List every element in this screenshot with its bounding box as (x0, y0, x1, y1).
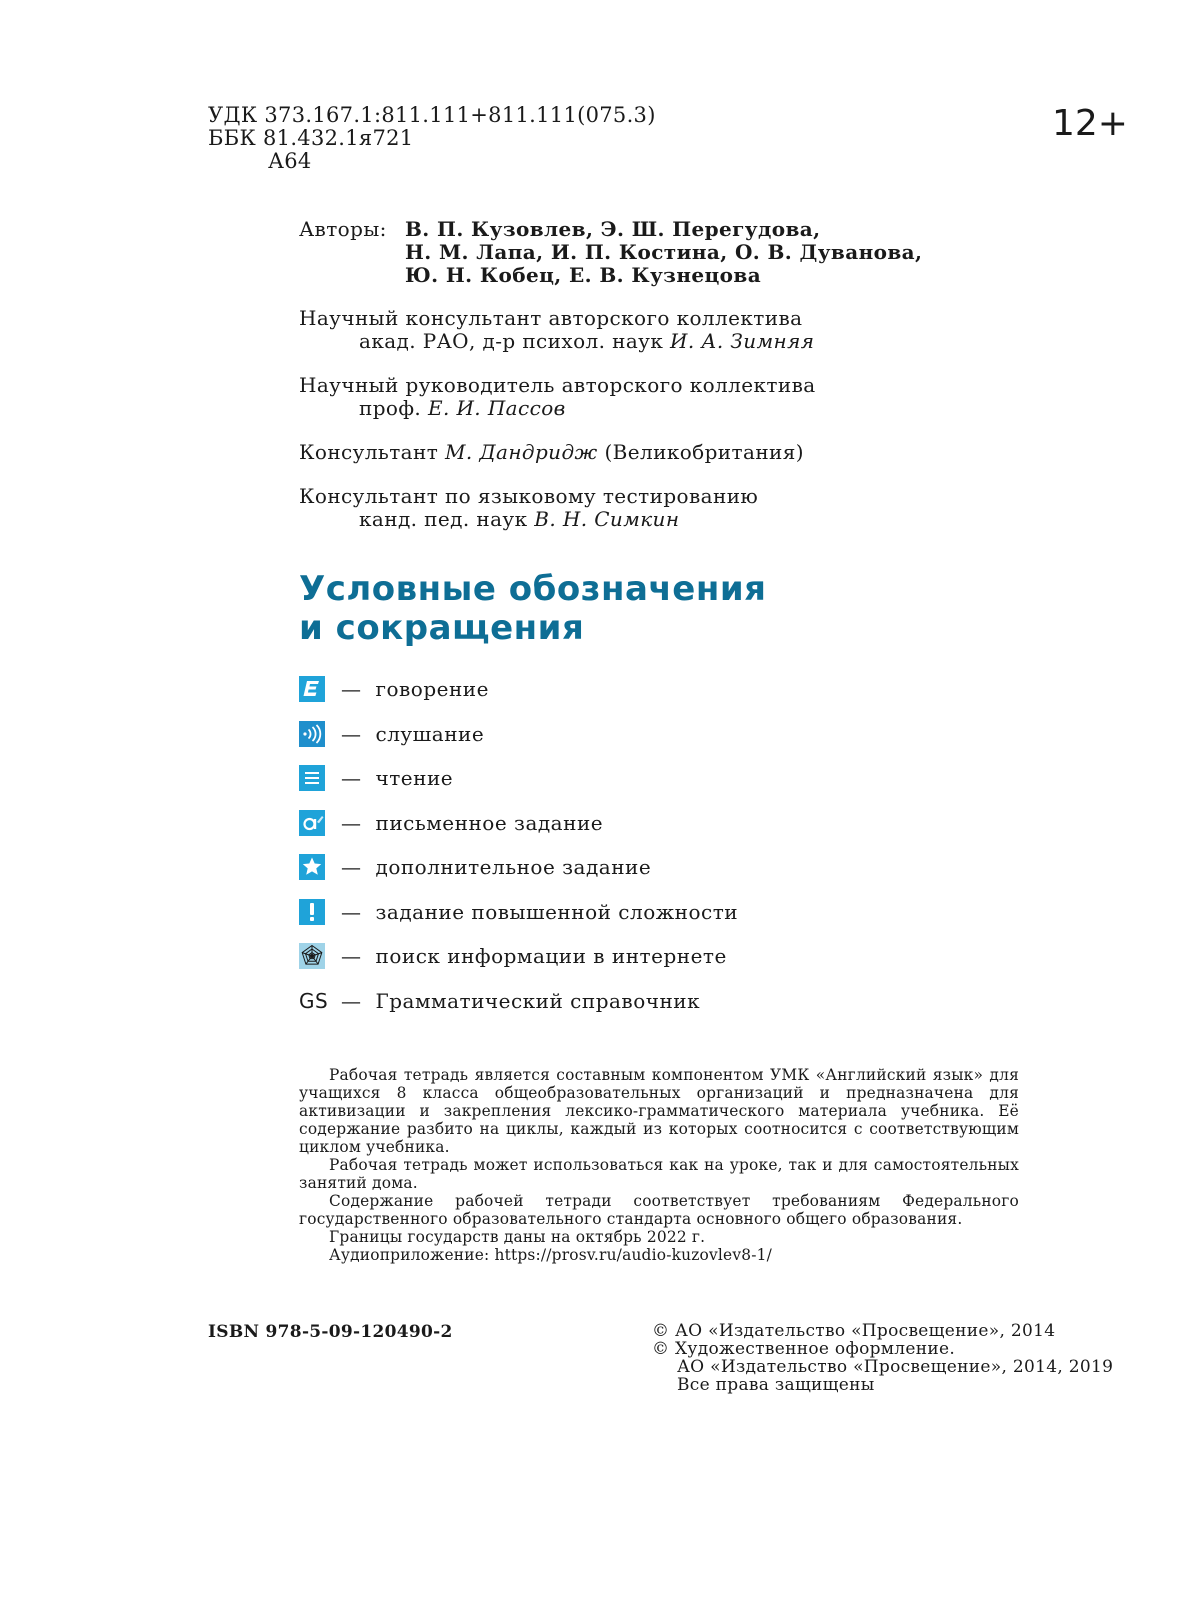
legend-item (299, 988, 738, 1014)
gs-abbreviation: GS (299, 988, 329, 1013)
testing-consultant-line (299, 508, 758, 531)
legend-dash: — (341, 810, 362, 835)
legend-item (299, 676, 738, 702)
description-text (299, 1066, 1019, 1264)
legend-label: дополнительное задание (375, 855, 652, 879)
legend-label: Грамматический справочник (375, 988, 701, 1013)
consultant-name: М. Дандридж (444, 440, 598, 464)
copyright-line: Все права защищены (677, 1375, 875, 1395)
authors-line: Н. М. Лапа, И. П. Костина, О. В. Дуванова, (405, 240, 923, 264)
authors-names (405, 218, 922, 287)
description-paragraph: Рабочая тетрадь является составным компонентом УМК «Английский язык» для учащихся 8 класса общеобразовательных организаций и предназначена для активизации и закрепления лексико-грамматического материала учебника. Её содержание разбито на циклы, каждый из которых соотносится с соответствующим циклом учебника. (299, 1066, 1019, 1156)
legend-dash: — (341, 944, 362, 968)
legend-item (299, 854, 738, 880)
authors-label: Авторы: (299, 217, 387, 241)
description-paragraph: Содержание рабочей тетради соответствует требованиям Федерального государственного образовательного стандарта основного общего образования. (299, 1192, 1019, 1228)
speaking-icon (299, 676, 325, 702)
legend-dash: — (341, 677, 362, 701)
consultant-country: (Великобритания) (597, 440, 804, 464)
legend-label: слушание (375, 721, 485, 746)
description-paragraph: Границы государств даны на октябрь 2022 г. (329, 1228, 706, 1246)
isbn: ISBN 978-5-09-120490-2 (208, 1322, 453, 1342)
web-icon (299, 943, 325, 969)
legend-item (299, 899, 738, 925)
audio-link[interactable]: Аудиоприложение: https://prosv.ru/audio-kuzovlev8-1/ (329, 1246, 772, 1264)
copyright-block (652, 1322, 1113, 1394)
scientific-supervisor-degree: проф. (359, 396, 428, 420)
description-paragraph: Рабочая тетрадь может использоваться как на уроке, так и для самостоятельных занятий дома. (299, 1156, 1019, 1192)
legend-label: письменное задание (375, 810, 604, 835)
legend-dash: — (341, 988, 362, 1013)
legend-label: поиск информации в интернете (375, 944, 727, 968)
star-icon (299, 854, 325, 880)
consultant-block (299, 441, 804, 464)
legend-dash: — (341, 899, 362, 924)
legend-item (299, 721, 738, 747)
scientific-supervisor-title: Научный руководитель авторского коллектива (299, 373, 816, 397)
legend-heading-line: и сокращения (299, 608, 585, 648)
age-rating: 12+ (1052, 103, 1128, 144)
author-code: А64 (268, 149, 312, 173)
scientific-supervisor-block (299, 374, 816, 420)
exclamation-icon (299, 899, 325, 925)
authors-block (299, 218, 922, 287)
copyright-line: АО «Издательство «Просвещение», 2014, 2019 (677, 1357, 1114, 1377)
legend-item (299, 765, 738, 791)
legend-label: чтение (375, 766, 454, 790)
scientific-supervisor-name: Е. И. Пассов (427, 396, 566, 420)
scientific-consultant-name: И. А. Зимняя (670, 329, 815, 353)
testing-consultant-title: Консультант по языковому тестированию (299, 484, 759, 508)
catalog-codes (208, 104, 656, 173)
testing-consultant-name: В. Н. Симкин (534, 507, 680, 531)
reading-icon (299, 765, 325, 791)
authors-line: Ю. Н. Кобец, Е. В. Кузнецова (405, 263, 762, 287)
legend-heading (299, 570, 766, 648)
testing-consultant-degree: канд. пед. наук (359, 507, 535, 531)
legend-heading-line: Условные обозначения (299, 569, 767, 609)
scientific-consultant-line (299, 330, 814, 353)
legend-dash: — (341, 855, 362, 879)
legend-item (299, 943, 738, 969)
bbk-code: ББК 81.432.1я721 (208, 126, 414, 150)
legend-label: задание повышенной сложности (375, 899, 739, 924)
scientific-consultant-degree: акад. РАО, д-р психол. наук (359, 329, 671, 353)
legend-dash: — (341, 766, 362, 790)
legend-label: говорение (375, 677, 489, 701)
writing-icon (299, 810, 325, 836)
scientific-consultant-title: Научный консультант авторского коллектива (299, 306, 803, 330)
scientific-supervisor-line (299, 397, 816, 420)
legend-dash: — (341, 721, 362, 746)
listening-icon (299, 721, 325, 747)
authors-line: В. П. Кузовлев, Э. Ш. Перегудова, (405, 217, 821, 241)
legend-list (299, 676, 738, 1032)
scientific-consultant-block (299, 307, 814, 353)
copyright-line: © АО «Издательство «Просвещение», 2014 (652, 1321, 1056, 1341)
copyright-line: © Художественное оформление. (652, 1339, 956, 1359)
testing-consultant-block (299, 485, 758, 531)
legend-item (299, 810, 738, 836)
consultant-label: Консультант (299, 440, 445, 464)
udk-code: УДК 373.167.1:811.111+811.111(075.3) (208, 103, 656, 127)
